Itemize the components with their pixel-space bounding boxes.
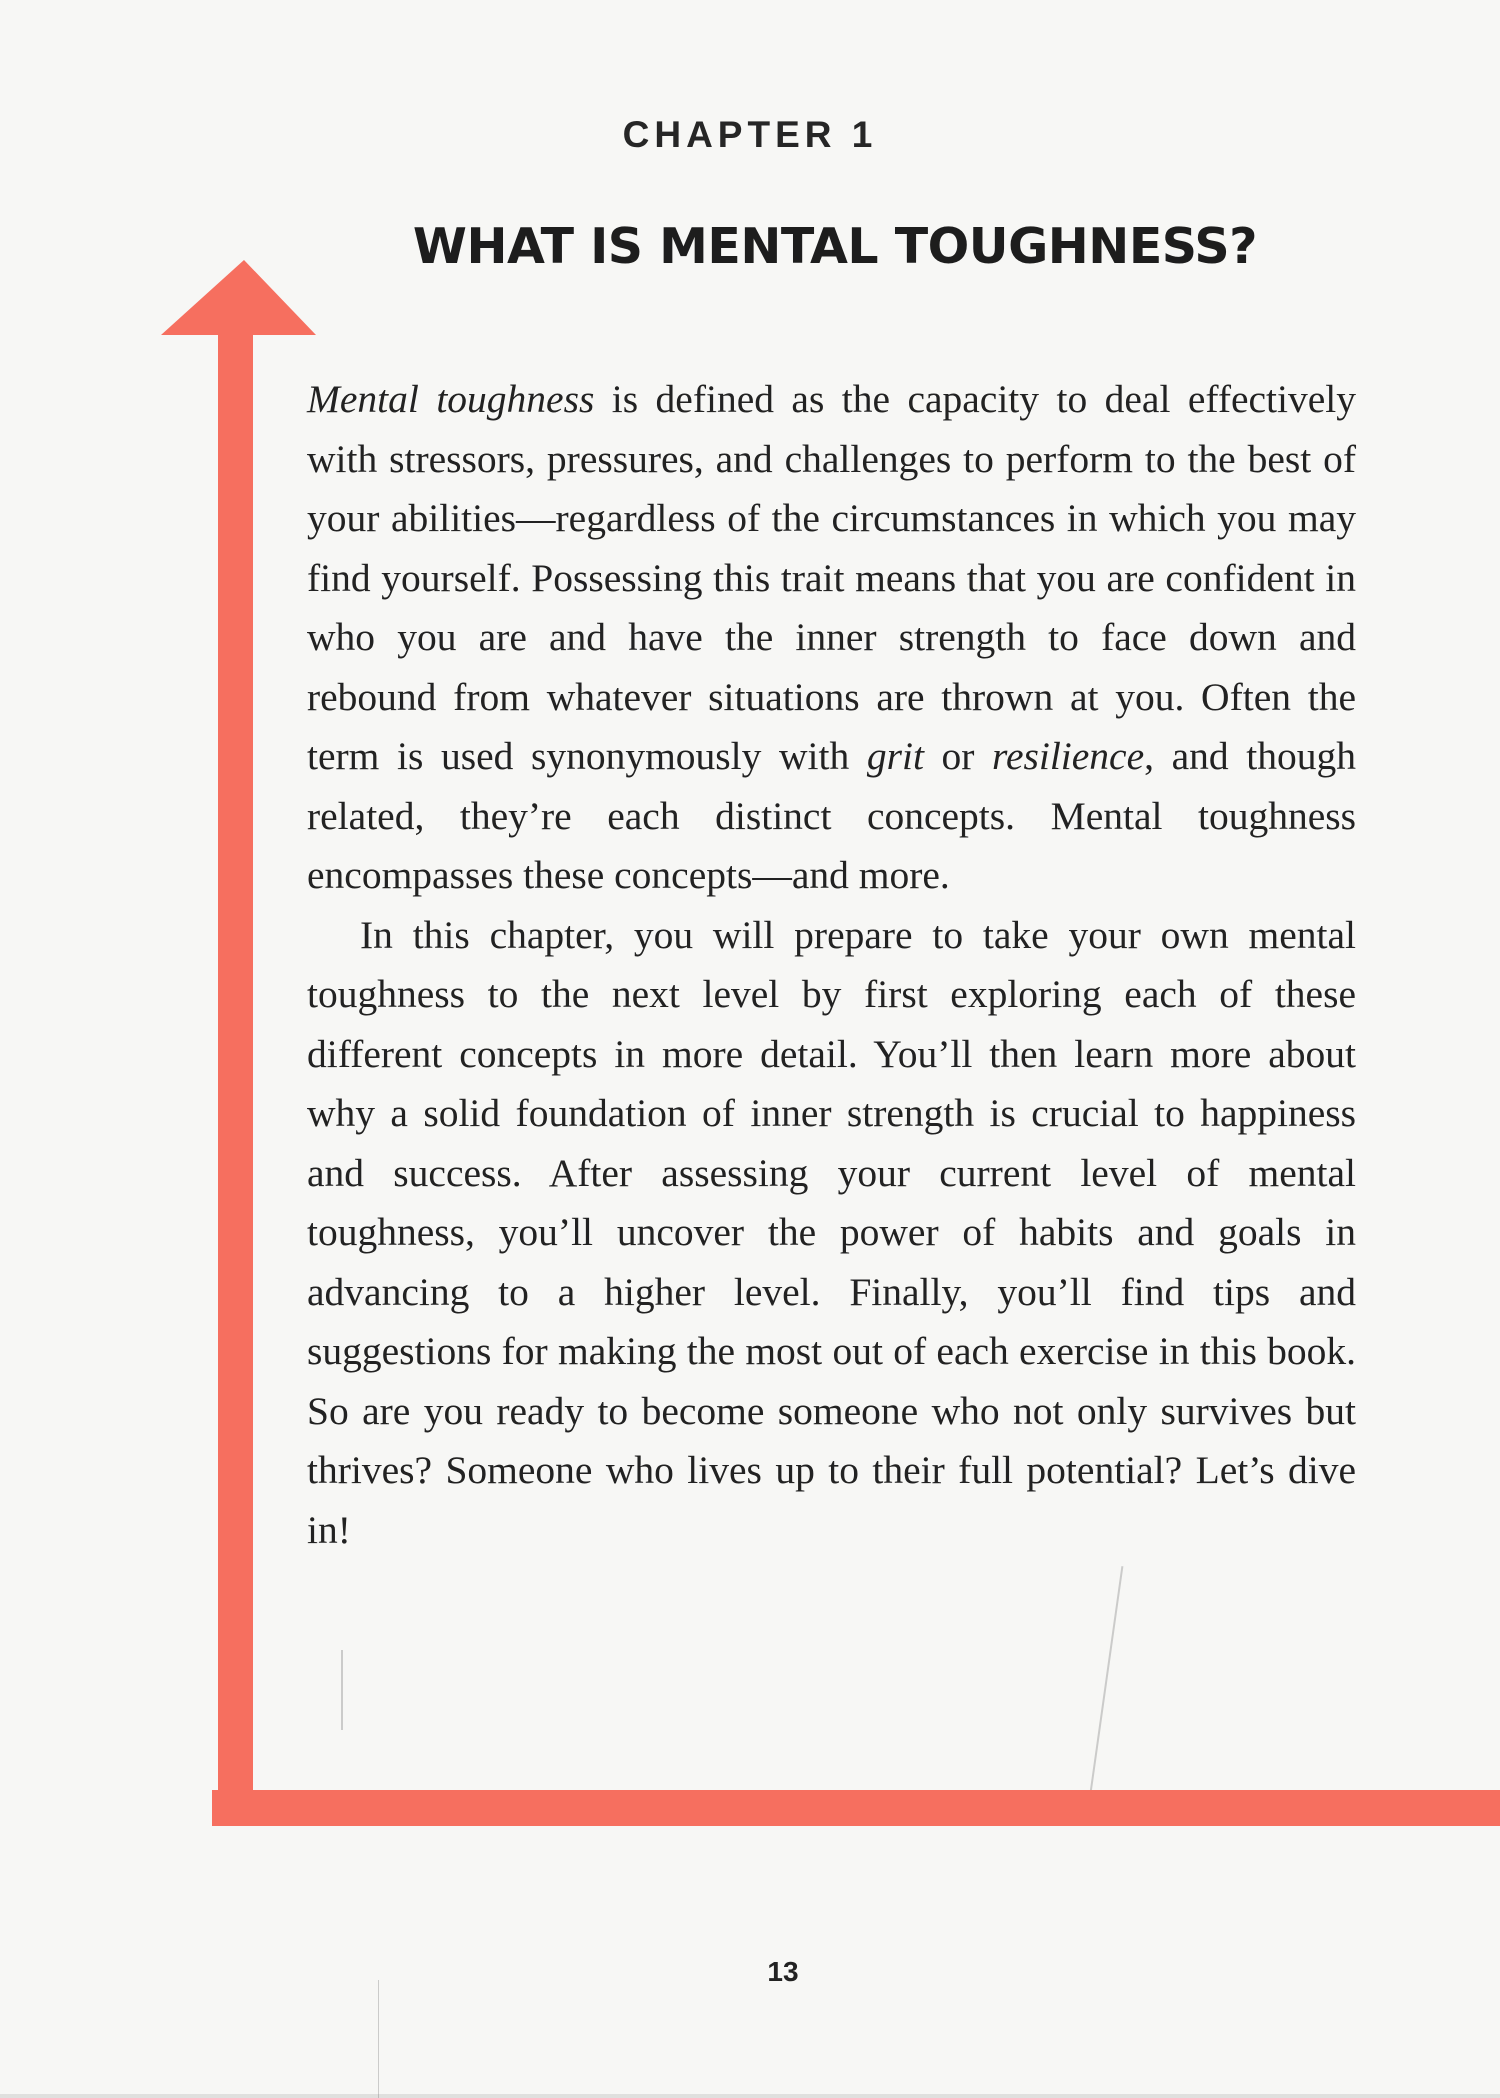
page-number: 13 [767, 1956, 799, 1987]
chapter-title: WHAT IS MENTAL TOUGHNESS? [412, 218, 1258, 275]
body-paragraph [307, 370, 1356, 906]
chapter-body-text [307, 370, 1356, 1560]
paragraph-text: is defined as the capacity to deal effectively with stressors, pressures, and challenges to perform to the best of your abilities—regardless of the circumstances in which you may find yourself. Possessing this trait means that you are confident in who you are and have the inner strength to face down and rebound from whatever situations are thrown at you. Often the term is used synonymously with [307, 377, 1356, 778]
italic-term: grit [866, 734, 924, 778]
chapter-label: CHAPTER 1 [622, 114, 878, 155]
body-paragraph [307, 906, 1356, 1561]
paragraph-text: In this chapter, you will prepare to take your own mental toughness to the next level by first exploring each of these different concepts in more detail. You’ll then learn more about why a solid foundation of inner strength is crucial to happiness and success. After assessing your current level of mental toughness, you’ll uncover the power of habits and goals in advancing to a higher level. Finally, you’ll find tips and suggestions for making the most out of each exercise in this book. So are you ready to become someone who not only survives but thrives? Someone who lives up to their full potential? Let’s dive in! [307, 912, 1356, 1552]
page-bottom-edge [0, 2094, 1500, 2098]
italic-term: resilience [992, 734, 1145, 778]
arrow-horizontal-line [212, 1790, 1500, 1826]
paragraph-text: , and though related, they’re each distinct concepts. Mental toughness encompasses these concepts—and more. [307, 734, 1356, 897]
arrow-vertical-line [218, 328, 253, 1826]
italic-term: Mental toughness [307, 377, 595, 421]
paragraph-text: or [923, 734, 993, 778]
arrow-head-icon [161, 260, 316, 335]
